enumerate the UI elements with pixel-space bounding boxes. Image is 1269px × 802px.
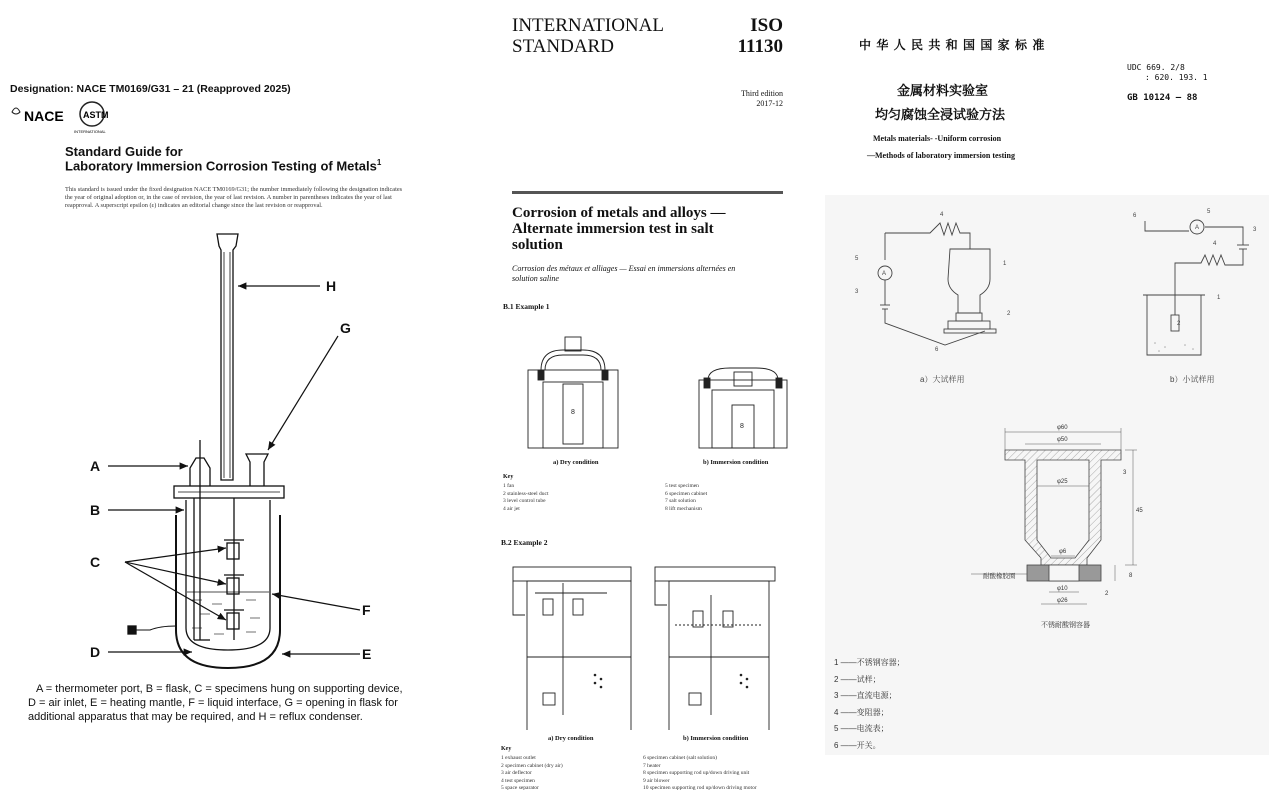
- legend-item: 1 ——不锈钢容器；: [834, 658, 905, 667]
- iso-header-international: INTERNATIONAL: [512, 15, 664, 36]
- svg-text:6: 6: [1133, 213, 1137, 219]
- iso-number: 11130: [737, 36, 783, 57]
- dim-h8: 8: [1129, 573, 1133, 579]
- subtitle-line: Corrosion des métaux et alliages — Essai en immersions alternées en: [512, 264, 736, 273]
- guide-title-line1: Standard Guide for: [65, 144, 183, 159]
- key-item: 10 specimen supporting rod up/down driving motor: [643, 785, 757, 791]
- ex1-immersion-diagram: [694, 350, 794, 450]
- key-item: 6 specimen cabinet: [665, 490, 708, 497]
- key2-col2: [643, 755, 757, 793]
- gb-legend: [834, 655, 905, 754]
- astm-logo: [72, 100, 112, 139]
- caption-line: A = thermometer port, B = flask, C = specimens hung on supporting device,: [36, 683, 403, 695]
- legend-item: 2 ——试样；: [834, 674, 881, 684]
- svg-text:3: 3: [1253, 227, 1257, 233]
- key-item: 6 specimen cabinet (salt solution): [643, 755, 717, 761]
- container-drawing: [965, 410, 1175, 635]
- iso-subtitle-fr: [512, 264, 735, 284]
- key-item: 7 heater: [643, 762, 661, 769]
- key1-col1: [503, 483, 549, 513]
- iso-title-line: Alternate immersion test in salt: [512, 221, 714, 237]
- iso-header-standard: STANDARD: [512, 36, 614, 57]
- gb-title-cn-2: 均匀腐蚀全浸试验方法: [875, 107, 1006, 122]
- designation-line: Designation: NACE TM0169/G31 – 21 (Reapproved 2025): [10, 83, 291, 95]
- key-item: 4 air jet: [503, 505, 520, 512]
- label-g: G: [340, 320, 351, 336]
- key-item: 1 fan: [503, 483, 515, 489]
- iso-panel: [495, 0, 795, 802]
- iso-label: ISO: [750, 15, 783, 36]
- key-item: 7 salt solution: [665, 498, 696, 504]
- gb-udc: [1127, 63, 1208, 83]
- legend-item: 3 ——直流电源；: [834, 691, 897, 700]
- svg-text:4: 4: [1213, 241, 1217, 247]
- gasket-label: 耐酸橡胶圈: [983, 573, 1016, 580]
- title-rule: [512, 191, 783, 194]
- ex2-caption-a: a) Dry condition: [548, 735, 594, 742]
- ex2-caption-b: b) Immersion condition: [683, 735, 749, 742]
- caption-line: additional apparatus that may be required, and H = reflux condenser.: [28, 711, 363, 723]
- nace-astm-panel: [0, 0, 490, 802]
- example1-heading: B.1 Example 1: [503, 302, 550, 311]
- dim-d25: φ25: [1057, 479, 1068, 485]
- circuit-b-caption: b）小试样用: [1170, 375, 1215, 384]
- gb-title-en-2: —Methods of laboratory immersion testing: [867, 151, 1015, 160]
- ex2-dry-diagram: [507, 565, 647, 730]
- gb-number: GB 10124 — 88: [1127, 93, 1198, 103]
- svg-text:1: 1: [1217, 295, 1221, 301]
- key-item: 9 air blower: [643, 777, 670, 784]
- astm-logo-text: ASTM: [83, 110, 109, 120]
- container-caption: 不锈耐酸钢容器: [1041, 622, 1090, 629]
- caption-line: D = air inlet, E = heating mantle, F = liquid interface, G = opening in flask for: [28, 697, 398, 709]
- svg-text:4: 4: [940, 212, 944, 218]
- key-item: 2 specimen cabinet (dry air): [501, 762, 563, 769]
- key-item: 8 specimen supporting rod up/down driving unit: [643, 770, 750, 776]
- svg-text:5: 5: [1207, 209, 1211, 215]
- nace-logo-text: NACE: [24, 108, 64, 124]
- intro-line: reapproval. A superscript epsilon (ε) indicates an editorial change since the last revision or reapproval.: [65, 202, 323, 209]
- iso-title: [512, 205, 725, 253]
- dim-d50: φ50: [1057, 437, 1068, 443]
- label-h: H: [326, 278, 337, 294]
- ex1-caption-b: b) Immersion condition: [703, 459, 769, 466]
- svg-text:2: 2: [1007, 311, 1011, 317]
- dim-d60: φ60: [1057, 425, 1068, 431]
- circuit-small-specimen: [1125, 205, 1265, 365]
- edition-date: 2017-12: [756, 99, 783, 108]
- key-item: 5 test specimen: [665, 483, 699, 489]
- svg-text:6: 6: [935, 347, 939, 353]
- key1-title: Key: [503, 474, 514, 480]
- svg-text:3: 3: [855, 289, 859, 295]
- udc-line: UDC 669. 2/8: [1127, 63, 1185, 72]
- iso-header-right: [738, 15, 783, 57]
- example2-heading: B.2 Example 2: [501, 538, 548, 547]
- label-f: F: [362, 602, 371, 618]
- ex2-immersion-diagram: [645, 565, 785, 730]
- key-item: 5 space separator: [501, 785, 539, 791]
- designation-intro: [65, 186, 402, 210]
- dim-h3: 3: [1123, 470, 1127, 476]
- figure-caption: [28, 682, 403, 724]
- svg-text:A: A: [882, 271, 887, 277]
- iso-header-left: [512, 15, 664, 57]
- svg-text:5: 5: [855, 256, 859, 262]
- nace-logo: [10, 102, 70, 131]
- iso-edition: [741, 89, 783, 109]
- key2-col1: [501, 755, 563, 793]
- key-item: 8 lift mechanism: [665, 505, 702, 512]
- key-item: 1 exhaust outlet: [501, 755, 536, 761]
- gb-title-cn-1: 金属材料实验室: [897, 83, 989, 98]
- gb-title-en-1: Metals materials- -Uniform corrosion: [873, 134, 1002, 143]
- key1-col2: [665, 483, 707, 513]
- dim-h45: 45: [1136, 508, 1143, 514]
- footnote-ref: 1: [376, 158, 382, 167]
- subtitle-line: solution saline: [512, 274, 559, 283]
- iso-title-line: Corrosion of metals and alloys —: [512, 205, 726, 221]
- key-item: 3 air deflector: [501, 770, 532, 776]
- guide-title-text: Laboratory Immersion Corrosion Testing of Metals: [65, 158, 377, 174]
- legend-item: 5 ——电流表；: [834, 724, 889, 733]
- key-item: 3 level control tube: [503, 498, 546, 504]
- svg-text:2: 2: [1177, 321, 1181, 327]
- guide-title-line2: [65, 158, 381, 173]
- intro-line: This standard is issued under the fixed designation NACE TM0169/G31; the number immediately following the designation indicates: [65, 186, 403, 193]
- svg-text:1: 1: [1003, 261, 1007, 267]
- flask-apparatus-diagram: [0, 225, 490, 680]
- edition-text: Third edition: [741, 89, 783, 98]
- dim-d6: φ6: [1059, 549, 1067, 555]
- key2-title: Key: [501, 746, 512, 752]
- ex1-dry-diagram: [523, 322, 623, 452]
- key-item: 2 stainless-steel duct: [503, 490, 549, 497]
- astm-logo-sub: INTERNATIONAL: [74, 129, 106, 134]
- dim-d26: φ26: [1057, 598, 1068, 604]
- dim-h2: 2: [1105, 591, 1109, 597]
- gb-panel: [825, 0, 1269, 802]
- circuit-large-specimen: [850, 205, 1050, 355]
- legend-item: 4 ——变阻器；: [834, 707, 889, 717]
- gb-header: 中 华 人 民 共 和 国 国 家 标 准: [859, 38, 1046, 52]
- svg-text:8: 8: [571, 409, 575, 416]
- ex1-caption-a: a) Dry condition: [553, 459, 599, 466]
- svg-text:A: A: [1195, 225, 1200, 231]
- key-item: 4 test specimen: [501, 777, 535, 784]
- svg-text:8: 8: [740, 423, 744, 430]
- legend-item: 6 ——开关。: [834, 740, 881, 750]
- iso-title-line: solution: [512, 237, 563, 253]
- label-e: E: [362, 646, 372, 662]
- label-a: A: [90, 458, 101, 474]
- label-c: C: [90, 554, 101, 570]
- label-d: D: [90, 644, 101, 660]
- udc-line: : 620. 193. 1: [1145, 73, 1208, 82]
- label-b: B: [90, 502, 101, 518]
- dim-d10: φ10: [1057, 586, 1068, 592]
- circuit-a-caption: a）大试样用: [920, 375, 965, 384]
- intro-line: the year of original adoption or, in the case of revision, the year of last revision. A number in parentheses indicates the year of last: [65, 194, 392, 201]
